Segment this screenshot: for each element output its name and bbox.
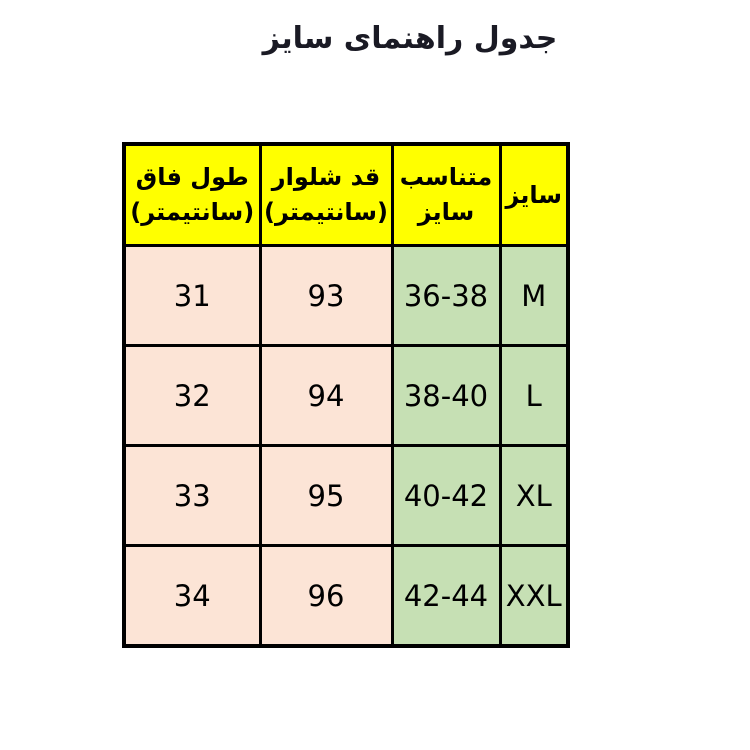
cell-pants-length: 94 xyxy=(260,346,392,446)
header-pants-length: قد شلوار (سانتیمتر) xyxy=(260,144,392,246)
header-rise-length-label: طول فاق xyxy=(135,163,249,192)
table-body xyxy=(124,246,568,647)
table-row xyxy=(124,246,568,346)
cell-pants-length: 93 xyxy=(260,246,392,346)
table-row xyxy=(124,346,568,446)
size-guide-table xyxy=(122,142,570,648)
cell-fit-size: 38-40 xyxy=(392,346,500,446)
cell-rise-length: 34 xyxy=(124,546,260,647)
header-size xyxy=(500,144,568,246)
header-size-label: سایز xyxy=(505,180,563,209)
cell-fit-size: 36-38 xyxy=(392,246,500,346)
header-fit-size: متناسب سایز xyxy=(392,144,500,246)
cell-size: L xyxy=(500,346,568,446)
table-header xyxy=(124,144,568,246)
header-pants-length-label: قد شلوار xyxy=(271,163,381,192)
cell-rise-length: 32 xyxy=(124,346,260,446)
cell-rise-length: 31 xyxy=(124,246,260,346)
cell-pants-length: 96 xyxy=(260,546,392,647)
header-row xyxy=(124,144,568,246)
cell-fit-size: 40-42 xyxy=(392,446,500,546)
cell-rise-length: 33 xyxy=(124,446,260,546)
table-row xyxy=(124,546,568,647)
cell-size: XL xyxy=(500,446,568,546)
table-row xyxy=(124,446,568,546)
cell-size: XXL xyxy=(500,546,568,647)
header-rise-length: طول فاق (سانتیمتر) xyxy=(124,144,260,246)
cell-pants-length: 95 xyxy=(260,446,392,546)
cell-size: M xyxy=(500,246,568,346)
page-title: جدول راهنمای سایز xyxy=(262,21,558,56)
cell-fit-size: 42-44 xyxy=(392,546,500,647)
header-fit-size-label: متناسب xyxy=(399,163,493,192)
